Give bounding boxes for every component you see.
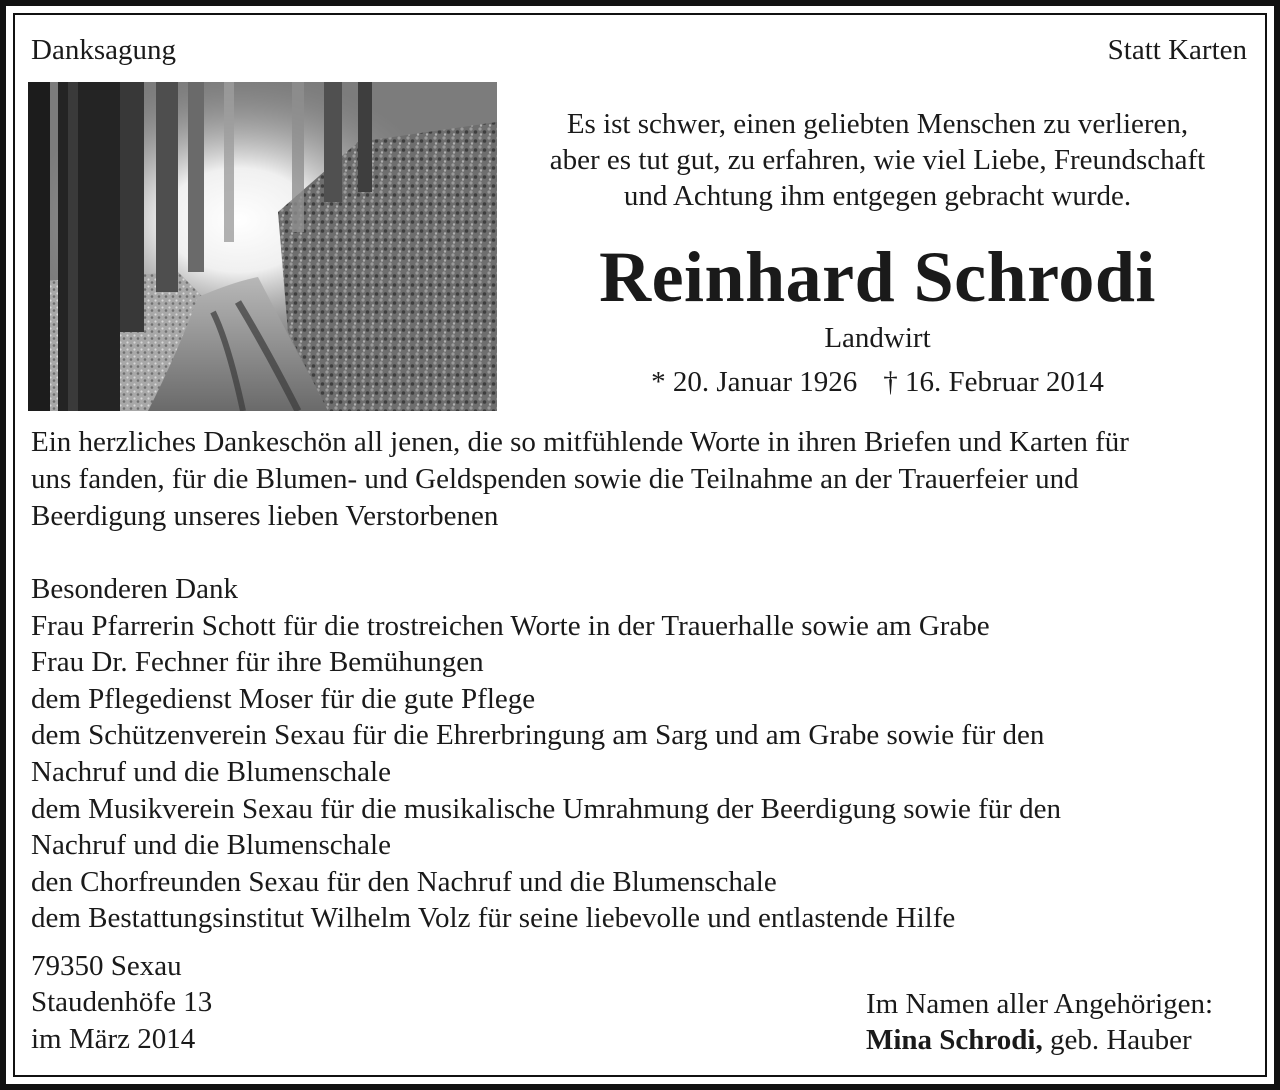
- address-street: Staudenhöfe 13: [31, 986, 213, 1019]
- life-dates: [505, 364, 1250, 400]
- special-thanks-line: den Chorfreunden Sexau für den Nachruf und die Blumenschale: [31, 865, 777, 898]
- special-thanks-line: Frau Dr. Fechner für ihre Bemühungen: [31, 646, 484, 679]
- address: [31, 948, 212, 1057]
- quote-line: und Achtung ihm entgegen gebracht wurde.: [623, 180, 1132, 212]
- signature: [866, 986, 1213, 1059]
- deceased-occupation: Landwirt: [824, 322, 931, 354]
- quote: [505, 106, 1250, 214]
- thanks-intro: [31, 424, 1129, 534]
- forest-path-photo: [28, 82, 497, 411]
- birth-date: * 20. Januar 1926: [651, 366, 858, 398]
- heading-statt-karten: Statt Karten: [1107, 34, 1247, 66]
- special-thanks: [31, 571, 1061, 937]
- special-thanks-heading: Besonderen Dank: [31, 573, 238, 605]
- special-thanks-line: dem Musikverein Sexau für die musikalische Umrahmung der Beerdigung sowie für den: [31, 792, 1062, 825]
- quote-line: aber es tut gut, zu erfahren, wie viel Liebe, Freundschaft: [549, 144, 1206, 176]
- special-thanks-line: Frau Pfarrerin Schott für die trostreichen Worte in der Trauerhalle sowie am Grabe: [31, 609, 990, 642]
- signature-line: [866, 1022, 1213, 1058]
- death-date: † 16. Februar 2014: [883, 366, 1104, 398]
- signature-on-behalf: Im Namen aller Angehörigen:: [866, 988, 1214, 1020]
- signature-maiden-name: geb. Hauber: [1042, 1024, 1192, 1057]
- address-postal: 79350 Sexau: [31, 950, 182, 982]
- signature-name: Mina Schrodi,: [866, 1024, 1043, 1057]
- special-thanks-line: Nachruf und die Blumenschale: [31, 755, 391, 788]
- special-thanks-line: dem Pflegedienst Moser für die gute Pflege: [31, 682, 536, 715]
- heading-danksagung: Danksagung: [31, 34, 176, 66]
- quote-line: Es ist schwer, einen geliebten Menschen zu verlieren,: [566, 108, 1189, 140]
- deceased-name: Reinhard Schrodi: [599, 237, 1156, 317]
- thanks-intro-line: uns fanden, für die Blumen- und Geldspenden sowie die Teilnahme an der Trauerfeier und: [31, 462, 1079, 495]
- thanks-intro-line: Beerdigung unseres lieben Verstorbenen: [31, 499, 499, 532]
- thanks-intro-line: Ein herzliches Dankeschön all jenen, die so mitfühlende Worte in ihren Briefen und Karten für: [31, 426, 1129, 458]
- address-date: im März 2014: [31, 1022, 196, 1055]
- special-thanks-line: dem Schützenverein Sexau für die Ehrerbringung am Sarg und am Grabe sowie für den: [31, 719, 1045, 752]
- special-thanks-line: dem Bestattungsinstitut Wilhelm Volz für seine liebevolle und entlastende Hilfe: [31, 902, 956, 935]
- special-thanks-line: Nachruf und die Blumenschale: [31, 829, 391, 862]
